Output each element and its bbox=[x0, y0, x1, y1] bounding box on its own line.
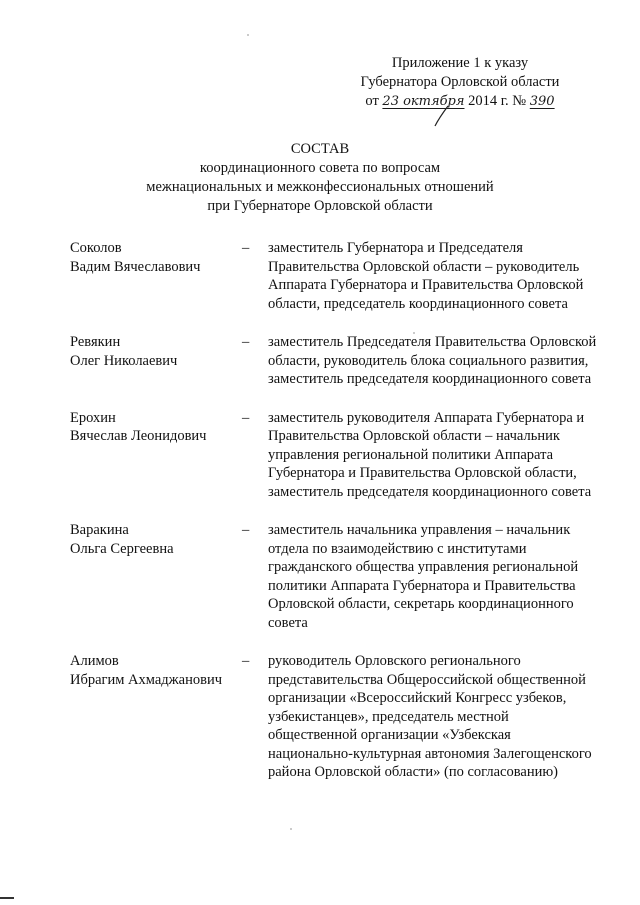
member-entry bbox=[70, 239, 610, 313]
document-title bbox=[90, 140, 550, 216]
member-role: заместитель руководителя Аппарата Губернатора и Правительства Орловской области – начальник управления региональной политики Аппарата Губернатора и Правительства Орловской области, заместитель председателя координационного совета bbox=[268, 409, 592, 500]
appendix-from: от bbox=[365, 93, 379, 109]
title-line-3: при Губернаторе Орловской области bbox=[207, 198, 433, 214]
member-surname: Алимов bbox=[70, 653, 119, 669]
title-line-1: координационного совета по вопросам bbox=[199, 160, 441, 176]
member-name bbox=[70, 652, 240, 689]
member-name bbox=[70, 239, 240, 276]
member-entry bbox=[70, 652, 610, 782]
member-list bbox=[70, 239, 610, 802]
member-dash: – bbox=[242, 522, 250, 538]
member-given-name: Вадим Вячеславович bbox=[70, 258, 201, 275]
member-surname: Варакина bbox=[70, 522, 129, 538]
member-role: руководитель Орловского регионального представительства Общероссийской общественной организации «Всероссийский Конгресс узбеков, узбекистанцев», председатель местной общественной организации «Узбекская национально-культурная автономия Залегощенского района Орловской области» (по согласованию) bbox=[268, 653, 592, 780]
appendix-line-3 bbox=[330, 92, 590, 111]
member-entry bbox=[70, 521, 610, 632]
scan-speck bbox=[413, 332, 415, 334]
appendix-header bbox=[330, 54, 590, 111]
scan-edge-mark bbox=[0, 897, 14, 899]
appendix-line-1: Приложение 1 к указу bbox=[391, 55, 529, 71]
member-name bbox=[70, 409, 240, 446]
appendix-line-2: Губернатора Орловской области bbox=[360, 74, 560, 90]
member-entry bbox=[70, 333, 610, 389]
member-surname: Ерохин bbox=[70, 409, 116, 426]
member-name bbox=[70, 521, 240, 558]
member-dash: – bbox=[242, 334, 250, 350]
member-role: заместитель Губернатора и Председателя Правительства Орловской области – руководитель Аппарата Губернатора и Правительства Орловской области, председатель координационного совета bbox=[268, 240, 584, 312]
member-given-name: Ольга Сергеевна bbox=[70, 540, 174, 557]
handwritten-date: 23 октября bbox=[382, 94, 465, 109]
handwritten-number: 390 bbox=[529, 94, 555, 109]
member-dash: – bbox=[242, 409, 250, 426]
title-heading: СОСТАВ bbox=[290, 141, 350, 157]
appendix-year: 2014 г. № bbox=[468, 93, 527, 109]
member-name bbox=[70, 333, 240, 370]
member-surname: Соколов bbox=[70, 240, 122, 256]
scan-speck bbox=[247, 34, 249, 36]
member-surname: Ревякин bbox=[70, 334, 121, 350]
title-line-2: межнациональных и межконфессиональных отношений bbox=[146, 179, 494, 195]
member-dash: – bbox=[242, 653, 250, 669]
member-role: заместитель Председателя Правительства Орловской области, руководитель блока социального развития, заместитель председателя координационного совета bbox=[268, 334, 597, 387]
member-given-name: Олег Николаевич bbox=[70, 352, 178, 369]
member-given-name: Вячеслав Леонидович bbox=[70, 428, 207, 444]
member-dash: – bbox=[242, 240, 250, 256]
scan-speck bbox=[290, 828, 292, 830]
member-role: заместитель начальника управления – начальник отдела по взаимодействию с институтами гражданского общества управления региональной политики Аппарата Губернатора и Правительства Орловской области, секретарь координационного совета bbox=[268, 522, 579, 631]
member-entry bbox=[70, 409, 610, 502]
signature-stroke bbox=[426, 104, 456, 128]
member-given-name: Ибрагим Ахмаджанович bbox=[70, 671, 223, 688]
